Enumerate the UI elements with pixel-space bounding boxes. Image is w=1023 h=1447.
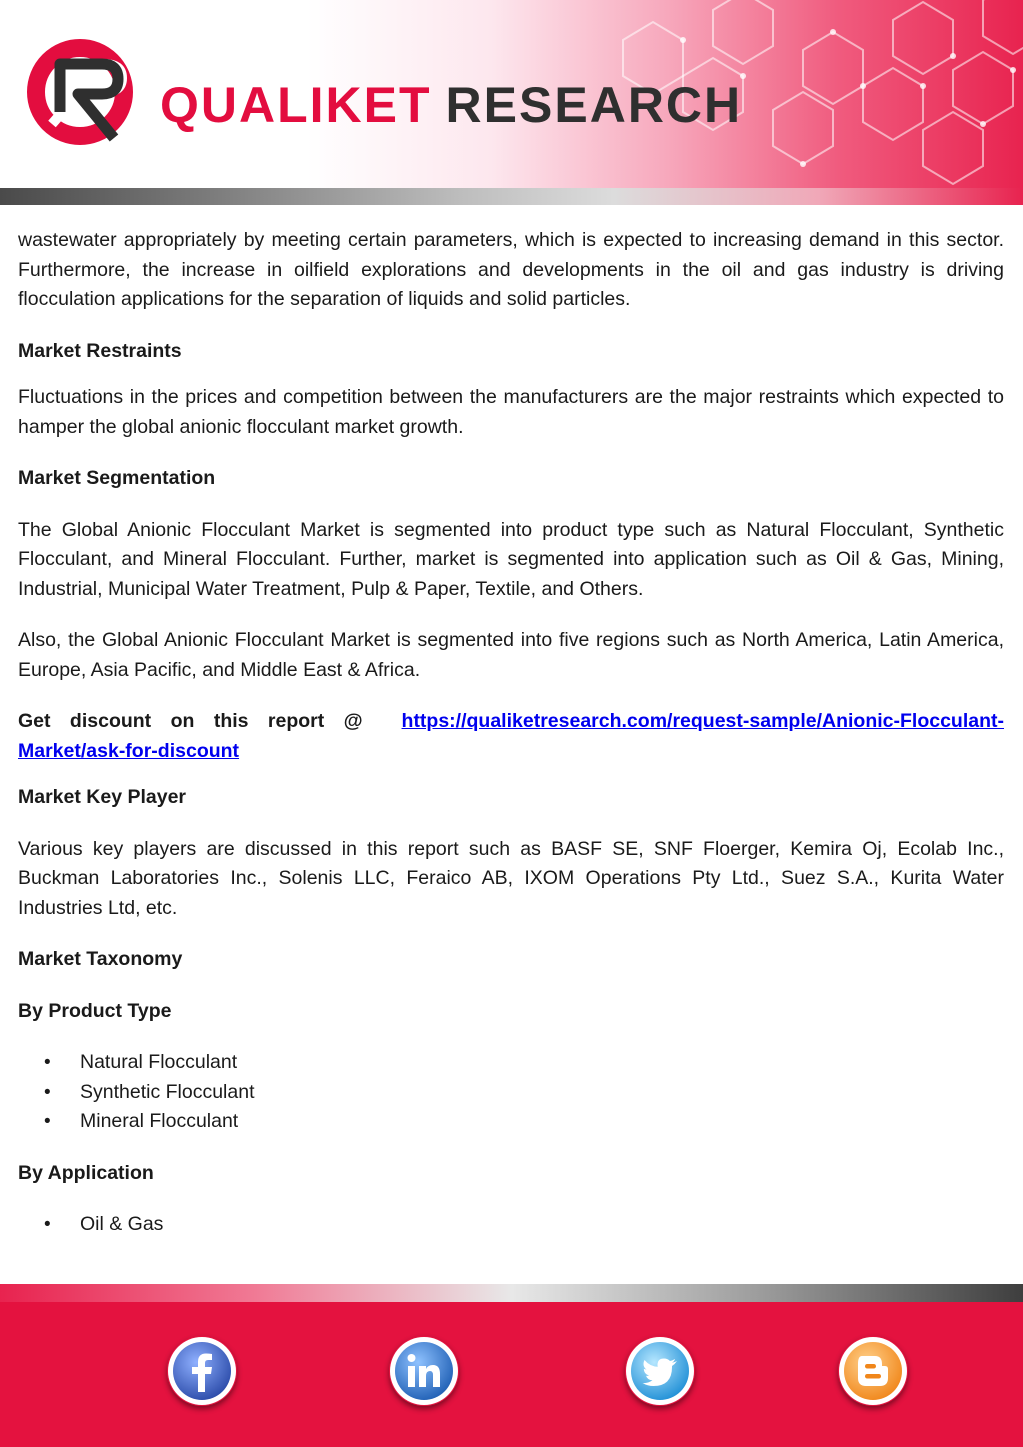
qr-logo-icon xyxy=(22,34,142,152)
brand-name xyxy=(160,77,743,133)
company-logo xyxy=(22,34,742,154)
blogger-icon[interactable] xyxy=(838,1336,908,1406)
discount-link[interactable]: https://qualiketresearch.com/request-sample/Anionic-Flocculant-Market/ask-for-discount xyxy=(18,710,1004,762)
brand-word-research: RESEARCH xyxy=(445,77,743,133)
heading-by-product-type: By Product Type xyxy=(18,999,172,1022)
heading-by-application: By Application xyxy=(18,1161,154,1184)
footer-divider-bar xyxy=(0,1284,1023,1302)
list-item: • Natural Flocculant xyxy=(18,1048,1004,1078)
paragraph-regions: Also, the Global Anionic Flocculant Market is segmented into five regions such as North America, Latin America, Europe, Asia Pacific, and Middle East & Africa. xyxy=(18,629,1004,681)
heading-market-restraints: Market Restraints xyxy=(18,339,182,362)
paragraph-key-player: Various key players are discussed in this report such as BASF SE, SNF Floerger, Kemira Oj, Ecolab Inc., Buckman Laboratories Inc., Solenis LLC, Feraico AB, IXOM Operations Pty Ltd., Suez S.A., Kurita Water Industries Ltd, etc. xyxy=(18,837,1004,919)
twitter-icon[interactable] xyxy=(625,1336,695,1406)
list-item: • Synthetic Flocculant xyxy=(18,1078,1004,1108)
application-list xyxy=(18,1210,1004,1240)
brand-word-qualiket: QUALIKET xyxy=(160,77,432,133)
report-body xyxy=(18,226,1004,1240)
product-type-list xyxy=(18,1048,1004,1137)
facebook-icon[interactable] xyxy=(167,1336,237,1406)
heading-market-key-player: Market Key Player xyxy=(18,786,187,808)
linkedin-icon[interactable] xyxy=(389,1336,459,1406)
page-header xyxy=(0,0,1023,205)
discount-line xyxy=(18,707,1004,766)
list-item: • Mineral Flocculant xyxy=(18,1107,1004,1137)
paragraph-intro: wastewater appropriately by meeting certain parameters, which is expected to increasing demand in this sector. Furthermore, the increase in oilfield explorations and developments in the oil and gas industry is driving flocculation applications for the separation of liquids and solid particles. xyxy=(18,229,1004,310)
header-divider-bar xyxy=(0,188,1023,205)
heading-market-taxonomy: Market Taxonomy xyxy=(18,948,183,970)
paragraph-segmentation: The Global Anionic Flocculant Market is segmented into product type such as Natural Flocculant, Synthetic Flocculant, and Mineral Flocculant. Further, market is segmented into application such as Oil & Gas, Mining, Industrial, Municipal Water Treatment, Pulp & Paper, Textile, and Others. xyxy=(18,518,1004,600)
discount-label: Get discount on this report @ xyxy=(18,710,363,732)
list-item: • Oil & Gas xyxy=(18,1210,1004,1240)
paragraph-restraints: Fluctuations in the prices and competition between the manufacturers are the major restraints which expected to hamper the global anionic flocculant market growth. xyxy=(18,386,1004,438)
heading-market-segmentation: Market Segmentation xyxy=(18,467,216,489)
